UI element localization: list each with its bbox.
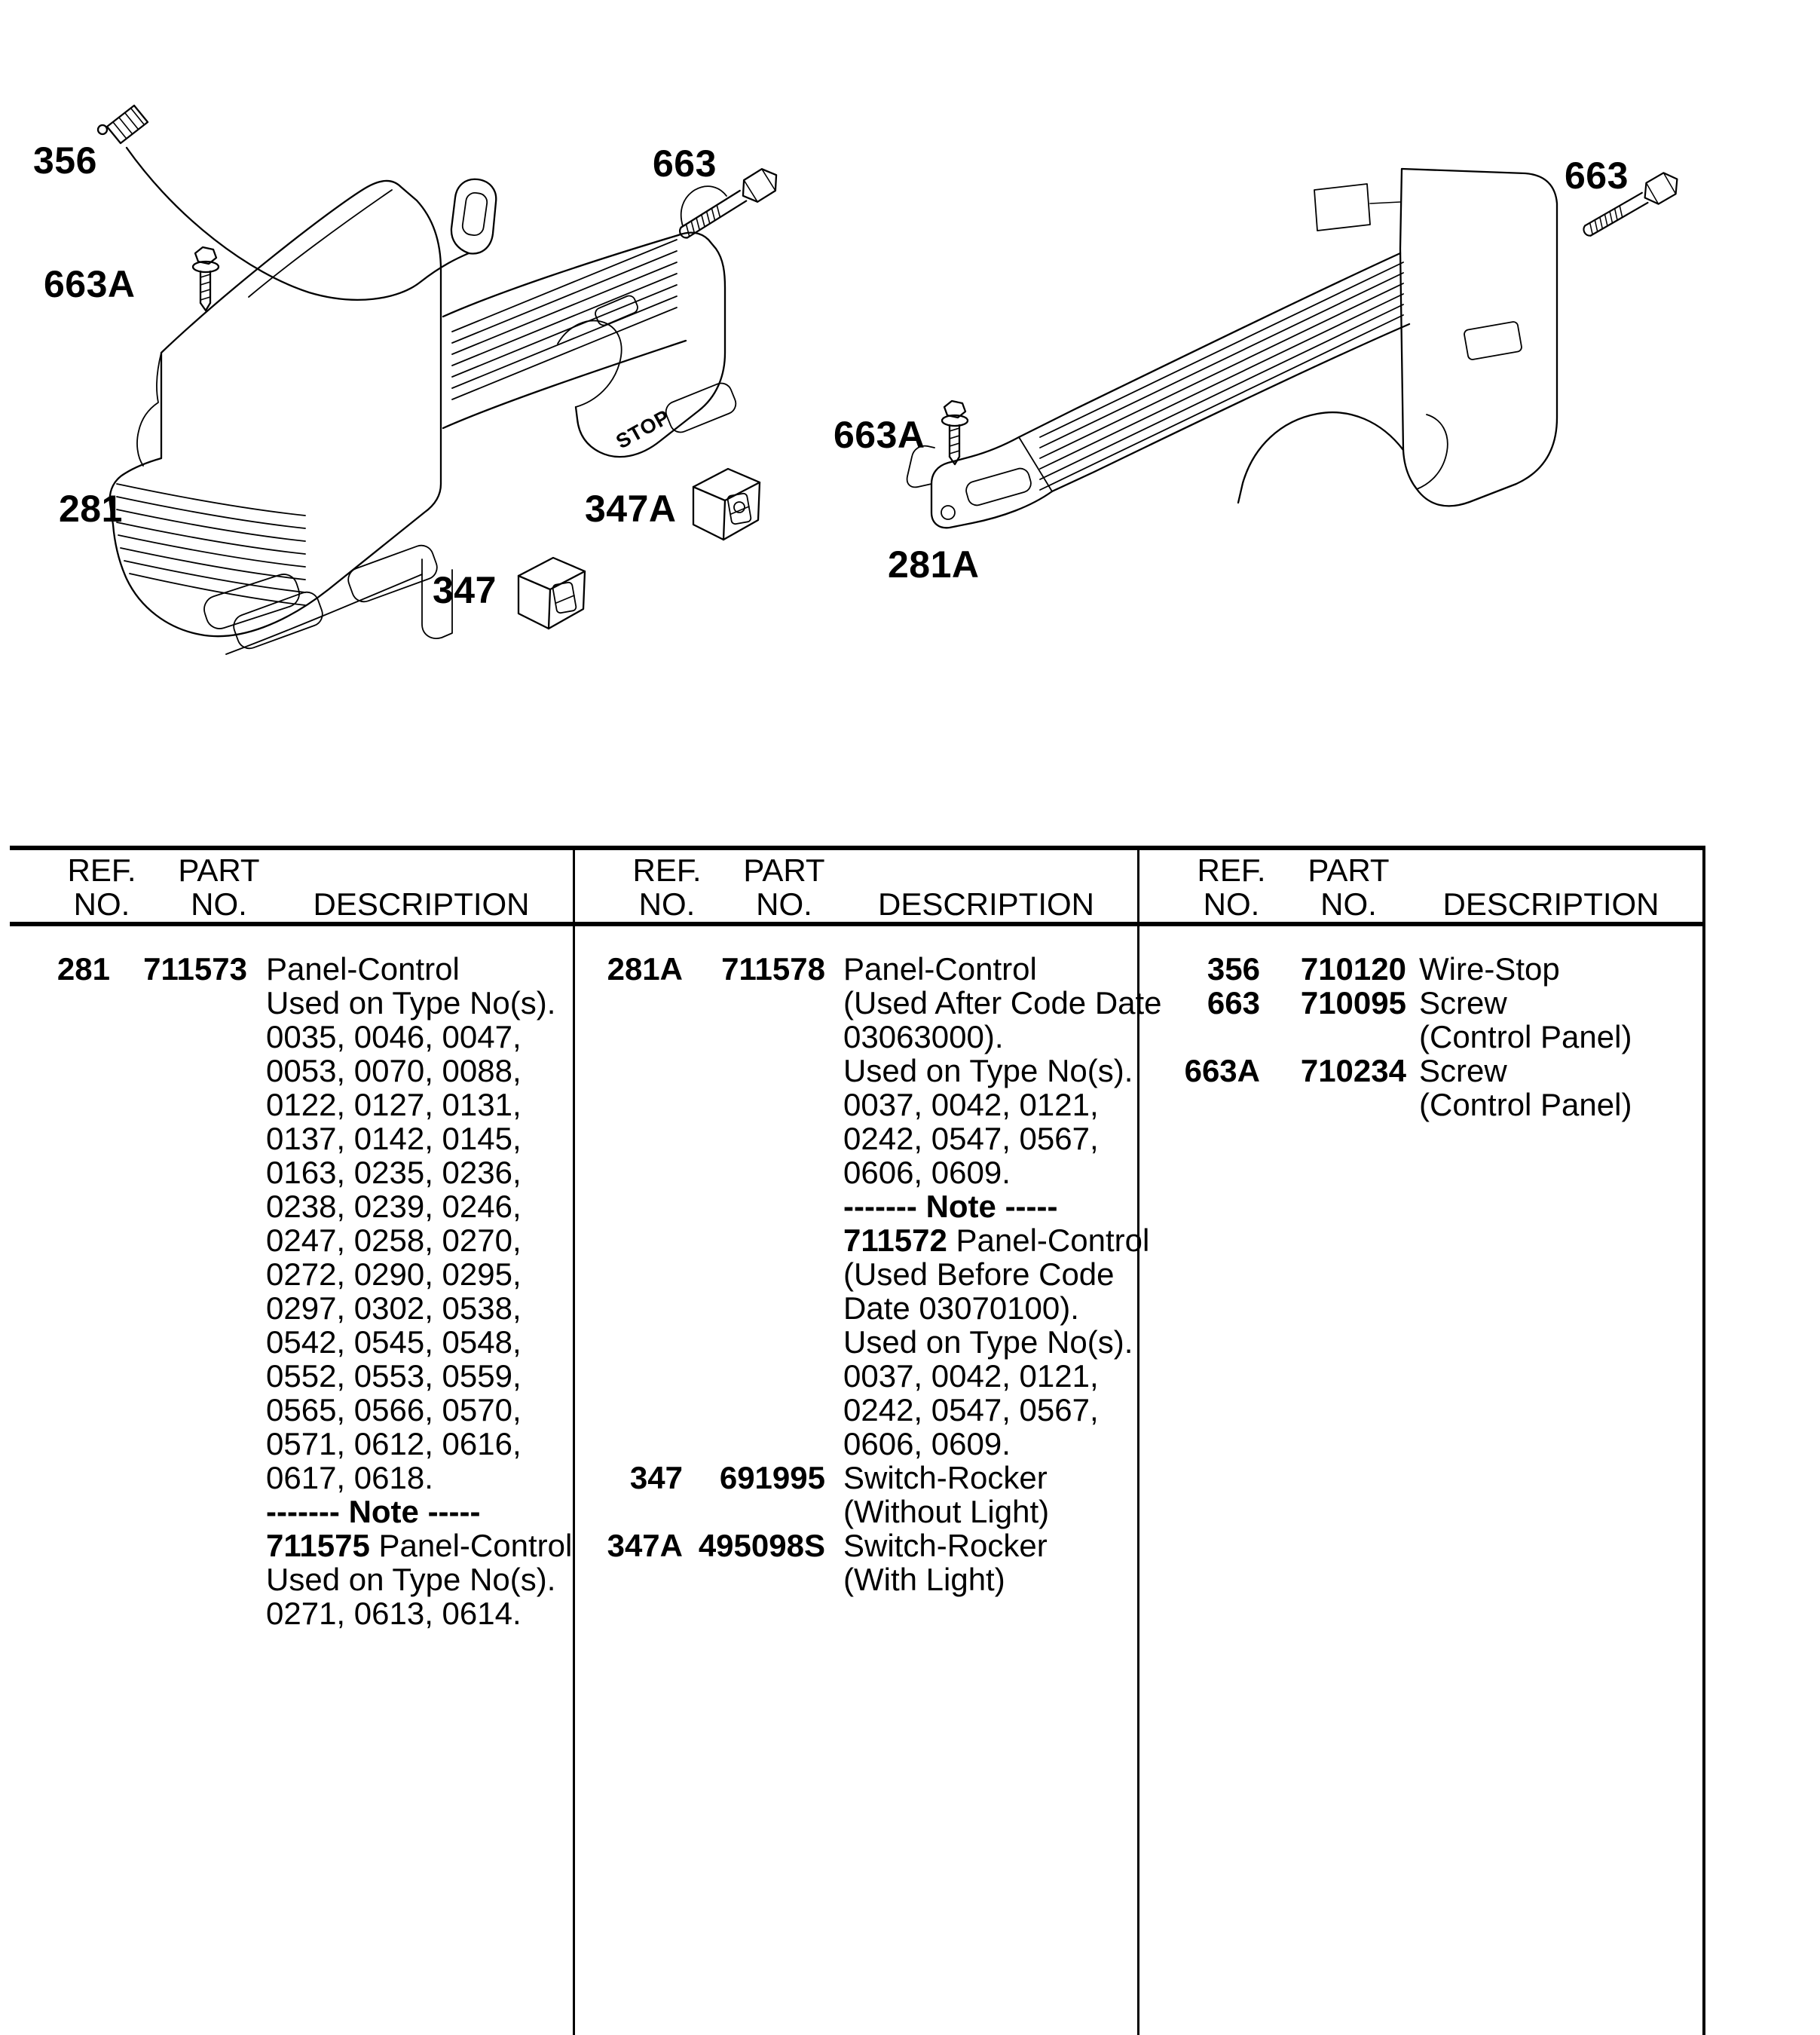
table-row xyxy=(575,1325,1137,1359)
ref-no-cell xyxy=(10,986,110,1020)
part-no-cell: 710120 xyxy=(1300,951,1406,987)
table-row xyxy=(575,1393,1137,1427)
callout-label-281a: 281A xyxy=(888,543,980,586)
ref-no-cell xyxy=(10,1461,110,1495)
ref-no-cell xyxy=(10,1189,110,1223)
description-cell: Switch-Rocker xyxy=(843,1460,1048,1495)
part-no-cell xyxy=(110,1020,247,1054)
description-cell: 0037, 0042, 0121, xyxy=(843,1358,1099,1394)
table-row xyxy=(10,1359,573,1393)
ref-no-cell xyxy=(10,1155,110,1189)
part-no-cell xyxy=(110,1427,247,1461)
bracket-louvers-right xyxy=(1040,262,1403,490)
table-row xyxy=(575,1189,1137,1223)
ref-no-cell xyxy=(10,1122,110,1155)
description-cell: Screw xyxy=(1419,1053,1507,1088)
table-row xyxy=(10,1393,573,1427)
table-row xyxy=(575,1020,1137,1054)
description-cell: (With Light) xyxy=(843,1562,1005,1597)
ref-no-cell xyxy=(575,1427,683,1461)
part-no-cell xyxy=(110,986,247,1020)
table-row xyxy=(10,1427,573,1461)
part-no-cell xyxy=(110,1359,247,1393)
table-row xyxy=(1139,1088,1702,1122)
ref-no-cell xyxy=(575,1495,683,1529)
exploded-parts-diagram xyxy=(0,0,1820,833)
description-cell: 0137, 0142, 0145, xyxy=(266,1121,522,1156)
column-header xyxy=(575,853,1137,921)
table-row xyxy=(10,1155,573,1189)
description-cell: Screw xyxy=(1419,985,1507,1021)
ref-no-cell xyxy=(575,1562,683,1596)
description-cell: 0606, 0609. xyxy=(843,1155,1011,1190)
ref-no-cell xyxy=(10,1529,110,1562)
part-no-cell xyxy=(110,1461,247,1495)
table-row xyxy=(575,1495,1137,1529)
column-header xyxy=(1139,853,1702,921)
description-cell: 03063000). xyxy=(843,1019,1004,1054)
callout-label-347a: 347A xyxy=(585,488,677,530)
description-cell: 0571, 0612, 0616, xyxy=(266,1426,522,1461)
ref-no-cell xyxy=(10,1393,110,1427)
table-row xyxy=(10,1596,573,1630)
stop-label: STOP xyxy=(612,405,674,454)
description-cell: Switch-Rocker xyxy=(843,1528,1048,1563)
part-no-cell: 711578 xyxy=(721,951,825,987)
description-cell: (Control Panel) xyxy=(1419,1087,1632,1122)
ref-no-cell: 281 xyxy=(57,951,110,987)
description-cell: Panel-Control xyxy=(843,951,1037,987)
callout-label-663: 663 xyxy=(653,142,717,185)
ref-no-cell xyxy=(575,1325,683,1359)
bracket-louvers xyxy=(452,240,677,399)
switch-347 xyxy=(518,558,585,629)
description-cell: Date 03070100). xyxy=(843,1290,1079,1326)
part-no-cell xyxy=(683,1291,825,1325)
ref-no-cell xyxy=(575,1088,683,1122)
part-no-cell: 495098S xyxy=(698,1528,825,1563)
table-row xyxy=(10,952,573,986)
table-row xyxy=(10,1122,573,1155)
header-ref-no: REF. NO. xyxy=(67,852,136,922)
header-description: DESCRIPTION xyxy=(313,886,530,922)
ref-no-cell xyxy=(10,1223,110,1257)
ref-no-cell: 356 xyxy=(1207,951,1260,987)
table-row xyxy=(10,1461,573,1495)
part-no-cell xyxy=(110,1529,247,1562)
table-column-group-1 xyxy=(10,846,573,2035)
part-no-cell xyxy=(683,1155,825,1189)
ref-no-cell xyxy=(575,1257,683,1291)
header-description: DESCRIPTION xyxy=(1442,886,1659,922)
table-row xyxy=(10,1088,573,1122)
ref-no-cell xyxy=(575,1155,683,1189)
description-cell: Used on Type No(s). xyxy=(843,1324,1133,1360)
callout-label-347: 347 xyxy=(433,569,497,611)
ref-no-cell xyxy=(1139,1020,1260,1054)
callout-label-663: 663 xyxy=(1565,155,1629,197)
part-no-cell xyxy=(683,1054,825,1088)
table-row xyxy=(10,986,573,1020)
description-cell: Used on Type No(s). xyxy=(266,1562,556,1597)
header-part-no: PART NO. xyxy=(743,852,825,922)
description-cell: 0606, 0609. xyxy=(843,1426,1011,1461)
table-row xyxy=(575,1155,1137,1189)
description-cell: 0271, 0613, 0614. xyxy=(266,1596,522,1631)
ref-no-cell xyxy=(10,1495,110,1529)
description-cell: 0242, 0547, 0567, xyxy=(843,1392,1099,1428)
table-right-border xyxy=(1702,846,1705,2035)
description-cell: (Used Before Code xyxy=(843,1256,1115,1292)
description-cell: (Without Light) xyxy=(843,1494,1050,1529)
part-no-cell xyxy=(683,1359,825,1393)
ref-no-cell: 281A xyxy=(607,951,683,987)
description-cell: (Used After Code Date xyxy=(843,985,1162,1021)
description-cell: 0242, 0547, 0567, xyxy=(843,1121,1099,1156)
table-row xyxy=(575,1427,1137,1461)
wire-stop-cable xyxy=(98,106,496,300)
ref-no-cell xyxy=(10,1359,110,1393)
part-no-cell xyxy=(683,1325,825,1359)
control-panel-281a xyxy=(907,169,1557,528)
part-no-cell xyxy=(683,1020,825,1054)
description-cell: 0053, 0070, 0088, xyxy=(266,1053,522,1088)
part-no-cell xyxy=(110,1291,247,1325)
description-cell: Used on Type No(s). xyxy=(266,985,556,1021)
description-cell: 711575 Panel-Control xyxy=(266,1528,573,1563)
description-cell: Used on Type No(s). xyxy=(843,1053,1133,1088)
header-part-no: PART NO. xyxy=(178,852,260,922)
header-ref-no: REF. NO. xyxy=(1197,852,1266,922)
ref-no-cell xyxy=(10,1427,110,1461)
description-cell: 0122, 0127, 0131, xyxy=(266,1087,522,1122)
table-column-group-2 xyxy=(575,846,1162,2035)
ref-no-cell xyxy=(575,1223,683,1257)
table-row xyxy=(575,1359,1137,1393)
callout-label-281: 281 xyxy=(59,488,123,530)
description-cell: 0037, 0042, 0121, xyxy=(843,1087,1099,1122)
part-no-cell xyxy=(110,1562,247,1596)
table-row xyxy=(1139,952,1702,986)
ref-no-cell xyxy=(10,1291,110,1325)
description-cell: 0238, 0239, 0246, xyxy=(266,1189,522,1224)
ref-no-cell xyxy=(10,1325,110,1359)
ref-no-cell xyxy=(575,986,683,1020)
part-no-cell xyxy=(1260,1088,1406,1122)
description-cell: 0163, 0235, 0236, xyxy=(266,1155,522,1190)
right-assembly xyxy=(907,169,1684,528)
ref-no-cell xyxy=(10,1054,110,1088)
table-row xyxy=(575,1257,1137,1291)
table-row xyxy=(575,1461,1137,1495)
description-cell: 0035, 0046, 0047, xyxy=(266,1019,522,1054)
table-row xyxy=(10,1495,573,1529)
description-cell: 0565, 0566, 0570, xyxy=(266,1392,522,1428)
part-no-cell xyxy=(683,1122,825,1155)
part-no-cell: 710095 xyxy=(1300,985,1406,1021)
part-no-cell xyxy=(110,1223,247,1257)
ref-no-cell: 663A xyxy=(1184,1053,1260,1088)
ref-no-cell xyxy=(10,1020,110,1054)
ref-no-cell xyxy=(575,1359,683,1393)
part-no-cell xyxy=(683,1562,825,1596)
part-no-cell: 691995 xyxy=(719,1460,825,1495)
ref-no-cell xyxy=(10,1257,110,1291)
table-row xyxy=(575,1122,1137,1155)
ref-no-cell xyxy=(575,1122,683,1155)
screw-663a-right xyxy=(942,401,968,464)
part-no-cell xyxy=(110,1325,247,1359)
part-no-cell: 711573 xyxy=(143,951,247,987)
part-no-cell xyxy=(110,1257,247,1291)
description-cell: 0247, 0258, 0270, xyxy=(266,1223,522,1258)
ref-no-cell xyxy=(575,1054,683,1088)
part-no-cell xyxy=(110,1122,247,1155)
table-row xyxy=(10,1054,573,1088)
table-row xyxy=(10,1257,573,1291)
switch-347a xyxy=(693,469,760,540)
ref-no-cell xyxy=(575,1020,683,1054)
description-cell: (Control Panel) xyxy=(1419,1019,1632,1054)
description-cell: 0297, 0302, 0538, xyxy=(266,1290,522,1326)
ref-no-cell xyxy=(10,1596,110,1630)
table-row xyxy=(575,952,1137,986)
callout-label-663a: 663A xyxy=(44,263,136,305)
header-part-no: PART NO. xyxy=(1308,852,1390,922)
header-description: DESCRIPTION xyxy=(877,886,1095,922)
table-column-group-3 xyxy=(1139,846,1702,2035)
table-row xyxy=(1139,986,1702,1020)
description-cell: 711572 Panel-Control xyxy=(843,1223,1150,1258)
table-row xyxy=(575,1562,1137,1596)
description-cell: 0552, 0553, 0559, xyxy=(266,1358,522,1394)
part-no-cell xyxy=(683,1189,825,1223)
part-no-cell xyxy=(110,1596,247,1630)
ref-no-cell xyxy=(575,1291,683,1325)
table-row xyxy=(575,1291,1137,1325)
part-no-cell xyxy=(1260,1020,1406,1054)
description-cell: 0617, 0618. xyxy=(266,1460,433,1495)
column-header xyxy=(10,853,573,921)
table-row xyxy=(575,1223,1150,1258)
ref-no-cell: 347A xyxy=(607,1528,683,1563)
description-cell: ------- Note ----- xyxy=(266,1494,481,1529)
part-no-cell xyxy=(683,1257,825,1291)
part-no-cell xyxy=(110,1054,247,1088)
description-cell: 0272, 0290, 0295, xyxy=(266,1256,522,1292)
ref-no-cell xyxy=(575,1393,683,1427)
table-row xyxy=(10,1562,573,1596)
table-row xyxy=(1139,1020,1702,1054)
ref-no-cell: 663 xyxy=(1207,985,1260,1021)
cover-louvers xyxy=(117,484,305,605)
column-rows xyxy=(575,951,1162,1597)
description-cell: Wire-Stop xyxy=(1419,951,1560,987)
part-no-cell: 710234 xyxy=(1300,1053,1406,1088)
table-row xyxy=(1139,1054,1702,1088)
part-no-cell xyxy=(683,1427,825,1461)
part-no-cell xyxy=(110,1088,247,1122)
part-no-cell xyxy=(683,1495,825,1529)
header-ref-no: REF. NO. xyxy=(632,852,702,922)
part-no-cell xyxy=(110,1495,247,1529)
table-row xyxy=(575,1088,1137,1122)
table-row xyxy=(10,1020,573,1054)
part-no-cell xyxy=(683,1223,825,1257)
description-cell: ------- Note ----- xyxy=(843,1189,1058,1224)
table-row xyxy=(10,1325,573,1359)
ref-no-cell xyxy=(10,1562,110,1596)
callout-label-663a: 663A xyxy=(834,414,925,456)
part-no-cell xyxy=(683,1088,825,1122)
control-panel-281 xyxy=(110,181,739,654)
table-row xyxy=(10,1291,573,1325)
table-row xyxy=(10,1189,573,1223)
table-row xyxy=(575,985,1162,1021)
callout-label-356: 356 xyxy=(33,139,97,182)
ref-no-cell xyxy=(575,1189,683,1223)
part-no-cell xyxy=(110,1393,247,1427)
table-row xyxy=(575,1529,1137,1562)
column-rows xyxy=(1139,952,1702,1122)
part-no-cell xyxy=(683,986,825,1020)
part-no-cell xyxy=(110,1189,247,1223)
description-cell: 0542, 0545, 0548, xyxy=(266,1324,522,1360)
table-row xyxy=(575,1054,1137,1088)
screw-663a-left xyxy=(193,247,219,311)
ref-no-cell xyxy=(1139,1088,1260,1122)
part-no-cell xyxy=(683,1393,825,1427)
table-row xyxy=(10,1529,573,1562)
part-no-cell xyxy=(110,1155,247,1189)
column-rows xyxy=(10,952,573,1630)
table-row xyxy=(10,1223,573,1257)
ref-no-cell: 347 xyxy=(629,1460,683,1495)
description-cell: Panel-Control xyxy=(266,951,460,987)
ref-no-cell xyxy=(10,1088,110,1122)
